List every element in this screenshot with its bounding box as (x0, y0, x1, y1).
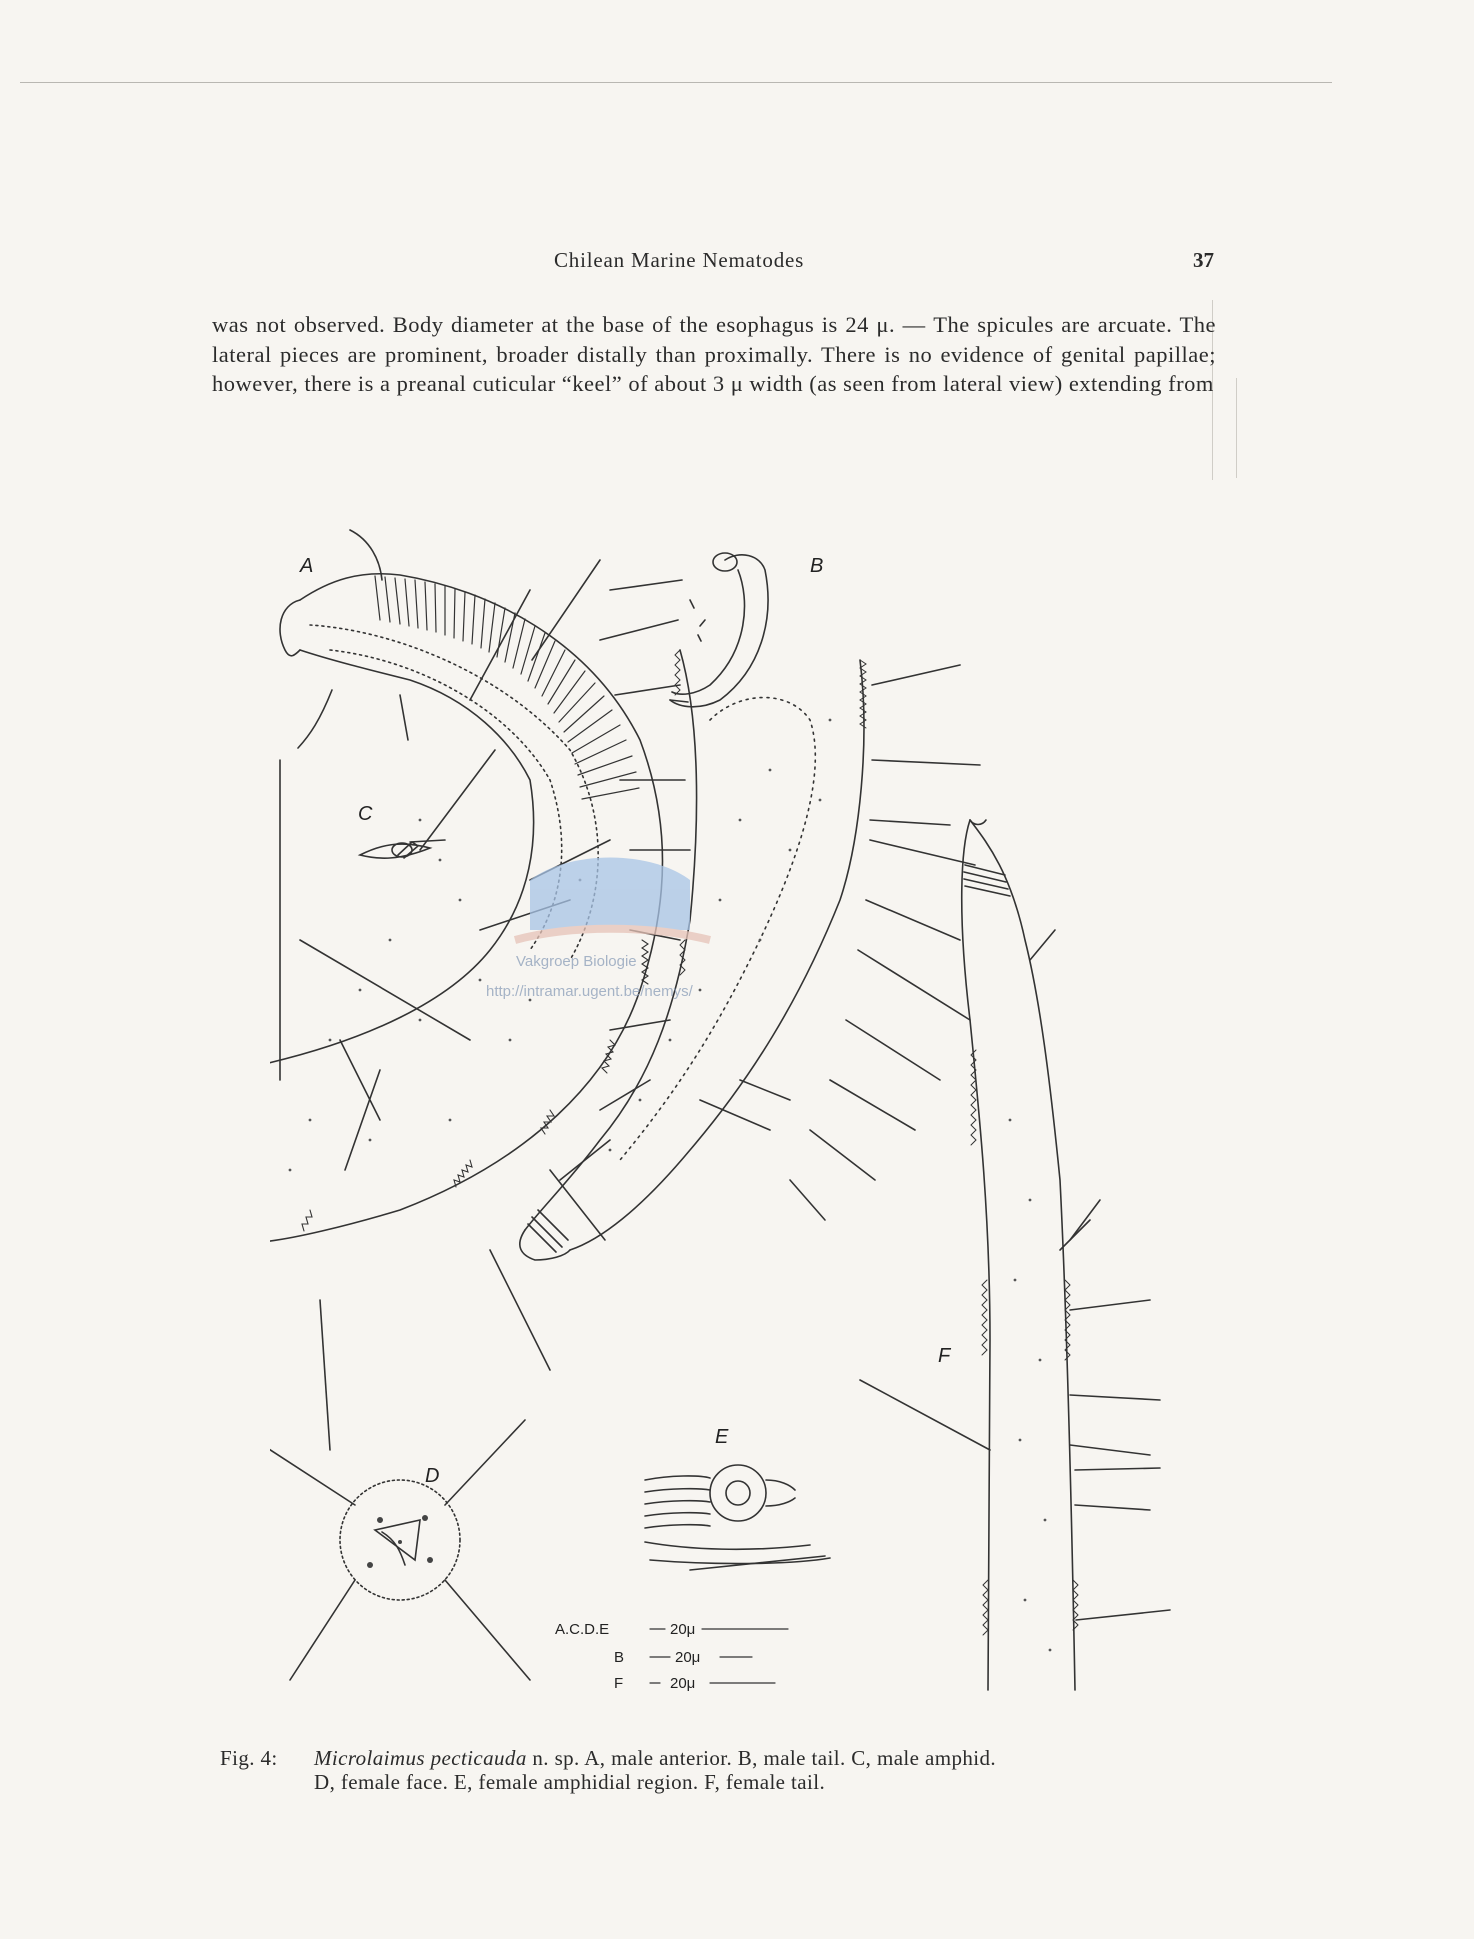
panel-label-c: C (358, 803, 373, 825)
caption-line-1 (220, 1746, 1230, 1770)
margin-shadow (1236, 378, 1237, 478)
scale-label-f: F (614, 1675, 624, 1692)
scale-value-acde: 20μ (670, 1621, 696, 1638)
caption-line-2: D, female face. E, female amphidial region. F, female tail. (314, 1770, 826, 1794)
panel-label-b: B (810, 555, 824, 577)
panel-label-e: E (715, 1426, 729, 1448)
running-title: Chilean Marine Nematodes (554, 248, 805, 272)
watermark (486, 858, 710, 1001)
panel-d-drawing (270, 1420, 530, 1680)
body-paragraph: was not observed. Body diameter at the base of the esophagus is 24 μ. — The spicules are arcuate. The lateral pieces are prominent, broader distally than proximally. There is no evidence of genital papillae; however, there is a preanal cuticular “keel” of about 3 μ width (as seen from lateral view) extending from (212, 312, 1216, 396)
panel-label-a: A (300, 555, 314, 577)
watermark-line1: Vakgroep Biologie (516, 953, 637, 970)
panel-f-drawing (860, 820, 1170, 1690)
scale-label-acde: A.C.D.E (555, 1621, 610, 1638)
figure-caption (220, 1746, 1230, 1794)
figure-plate (270, 520, 1230, 1710)
page-header (212, 248, 1214, 278)
scale-value-b: 20μ (675, 1649, 701, 1666)
nematode-illustration (270, 520, 1230, 1710)
panel-label-d: D (425, 1465, 440, 1487)
scan-edge-line (20, 82, 1332, 83)
panel-c-drawing (360, 840, 445, 858)
species-name: Microlaimus pecticauda (314, 1746, 527, 1770)
scale-label-b: B (614, 1649, 625, 1666)
scale-value-f: 20μ (670, 1675, 696, 1692)
panel-e-drawing (645, 1465, 830, 1570)
figure-label: Fig. 4: (220, 1746, 278, 1770)
page-number: 37 (1193, 248, 1214, 272)
panel-label-f: F (938, 1345, 951, 1367)
caption-line-1-rest: n. sp. A, male anterior. B, male tail. C, male amphid. (526, 1746, 997, 1770)
watermark-line2: http://intramar.ugent.be/nemys/ (486, 983, 693, 1000)
